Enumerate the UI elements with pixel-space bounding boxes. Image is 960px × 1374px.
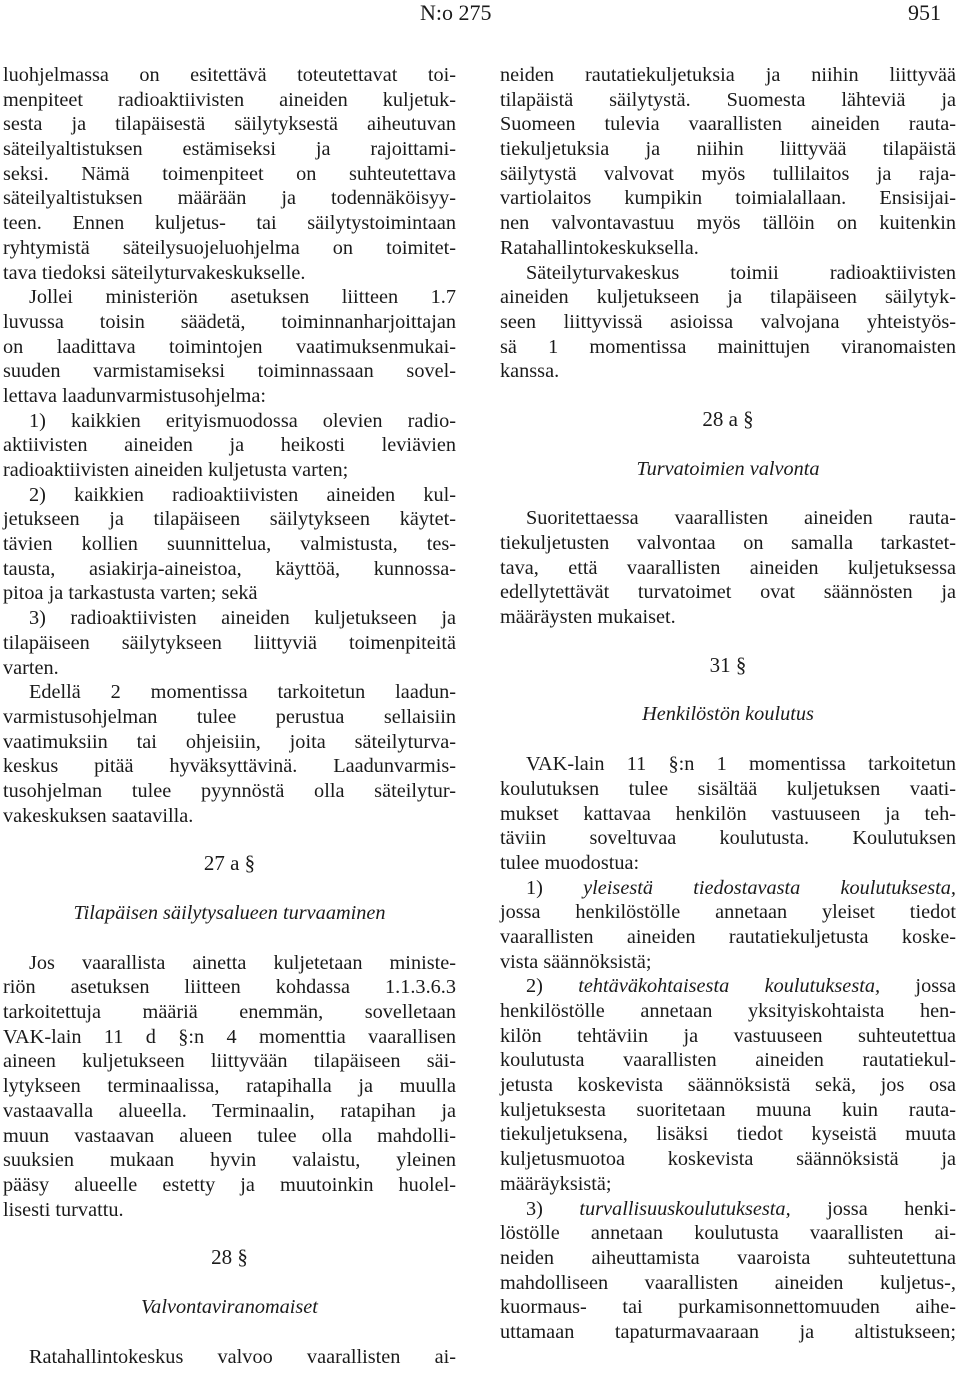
text-line: nen valvontavastuu myös tällöin on kuitenkin — [500, 212, 956, 235]
text-line: varten. — [3, 656, 59, 679]
text-line: tilapäiseen säilytykseen liittyviä toimenpiteitä — [3, 631, 456, 654]
text-line: on laadittava toimintojen vaatimuksenmukai- — [3, 335, 456, 358]
text-line: tiekuljetuksia ja niihin liittyvää tilapäistä — [500, 138, 956, 161]
text-line: seen liittyvissä asioissa valvojana yhteistyös- — [500, 310, 956, 333]
paragraph — [500, 752, 956, 875]
section-title: Tilapäisen säilytysalueen turvaaminen — [73, 902, 386, 924]
text-line: määräyksistä; — [500, 1172, 612, 1195]
text-line: keskus pitää hyväksyttävinä. Laadunvarmis- — [3, 755, 456, 778]
right-column — [500, 63, 956, 1345]
text-line: VAK-lain 11 d §:n 4 momenttia vaarallisen — [3, 1025, 456, 1048]
text-line: suuden varmistamiseksi toiminnassaan sovel- — [3, 360, 456, 383]
text-line: teen. Ennen kuljetus- tai säilytystoimintaan — [3, 212, 456, 235]
text-line: ryhtymistä säteilysuojeluohjelma on toimitet- — [3, 236, 456, 259]
text-line: Edellä 2 momentissa tarkoitetun laadun- — [29, 681, 456, 704]
text-line: henkilöstölle annetaan yksityiskohtaista hen- — [500, 1000, 956, 1022]
section-number: 28 § — [211, 1245, 248, 1270]
text-line: vista säännöksistä; — [500, 950, 652, 973]
text-line: Ratahallintokeskuksella. — [500, 236, 699, 259]
list-item — [500, 1197, 956, 1345]
text-line: tulee muodostua: — [500, 851, 640, 874]
list-item — [3, 606, 456, 680]
text-line: neiden rautatiekuljetuksia ja niihin liittyvää — [500, 64, 956, 86]
text-line: aineiden kuljetukseen ja tilapäiseen säilytyk- — [500, 286, 956, 309]
text-line: Jollei ministeriön asetuksen liitteen 1.7 — [29, 286, 456, 309]
text-line: aineen kuljetukseen liittyvään tilapäiseen säi- — [3, 1050, 456, 1073]
text-line: säteilyaltistuksen estämiseksi ja rajoittami- — [3, 138, 456, 161]
text-line: jossa henkilöstölle annetaan yleiset tiedot — [500, 901, 956, 924]
text-line: 2) kaikkien radioaktiivisten aineiden kul- — [29, 483, 456, 506]
section-title: Valvontaviranomaiset — [141, 1295, 318, 1318]
text-line: jetukseen ja tilapäiseen säilytykseen käytet- — [3, 508, 456, 531]
text-line: kilön tehtäviin ja vastuuseen suhteutettua — [500, 1024, 956, 1047]
text-line: tiekuljetusten valvontaa on samalla tarkastet- — [500, 532, 956, 554]
paragraph — [3, 1345, 456, 1370]
text-line: kuljetuksesta suoritetaan muuna kuin rauta- — [500, 1098, 956, 1121]
text-line: säteilyaltistuksen määrään ja todennäköisyy- — [3, 187, 456, 210]
text-line: pääsy alueelle estetty ja muutoinkin huolel- — [3, 1173, 456, 1196]
text-line: lisesti turvattu. — [3, 1198, 124, 1221]
section-number: 28 a § — [702, 406, 754, 431]
paragraph — [3, 285, 456, 408]
section-number: 27 a § — [203, 851, 256, 876]
text-line: löstölle annetaan koulutusta vaarallisten ai- — [500, 1222, 956, 1245]
text-line: tausta, asiakirja-aineistoa, käyttöä, kunnossa- — [3, 557, 456, 580]
text-line: luvussa toisin säädetä, toiminnanharjoittajan — [3, 310, 456, 333]
text-line: uttamaan tapaturmavaaraan ja altistukseen; — [500, 1320, 956, 1343]
paragraph — [500, 506, 956, 629]
text-line: tava tiedoksi säteilyturvakeskukselle. — [3, 261, 306, 284]
list-item — [500, 974, 956, 1196]
text-line: VAK-lain 11 §:n 1 momentissa tarkoitetun — [526, 753, 956, 776]
list-item — [3, 409, 456, 483]
text-line: täviin soveltuvaa koulutusta. Koulutuksen — [500, 827, 956, 850]
text-line: tävien kollien suunnittelua, valmistusta, tes- — [3, 533, 456, 556]
text-line: muun vastaavan alueen tulee olla mahdolli- — [3, 1124, 456, 1147]
text-line: säilytystä valvovat myös tullilaitos ja raja- — [500, 162, 956, 185]
text-line: tava, että vaarallisten aineiden kuljetuksessa — [500, 556, 956, 579]
text-line: 1) kaikkien erityismuodossa olevien radio- — [29, 409, 456, 432]
text-line: edellytettävät turvatoimet ovat säännösten ja — [500, 581, 956, 604]
section-title: Henkilöstön koulutus — [642, 703, 814, 726]
text-line: varmistusohjelman tulee perustua sellaisiin — [3, 705, 456, 728]
text-line: tusohjelman tulee pyynnöstä olla säteilytur- — [3, 779, 456, 802]
left-column — [3, 63, 456, 1369]
text-line: vaatimuksiin tai ohjeisiin, joita säteilyturva- — [3, 730, 456, 753]
text-line: tarkoitettuja määriä enemmän, sovelletaan — [3, 1001, 456, 1024]
list-item-first-line: 3) turvallisuuskoulutuksesta, jossa henki- — [526, 1197, 956, 1220]
text-line: aktiivisten aineiden ja heikosti leviävien — [3, 434, 456, 457]
list-item-first-line: 2) tehtäväkohtaisesta koulutuksesta, jossa — [526, 975, 956, 998]
section-title: Turvatoimien valvonta — [636, 457, 820, 480]
text-line: Säteilyturvakeskus toimii radioaktiivisten — [526, 261, 956, 284]
page-header — [0, 0, 960, 32]
statute-number: N:o 275 — [420, 0, 492, 25]
text-line: tiekuljetuksena, lisäksi tiedot kyseistä muuta — [500, 1123, 956, 1146]
list-item-first-line: 1) yleisestä tiedostavasta koulutuksesta, — [526, 876, 956, 899]
page-number: 951 — [908, 0, 941, 25]
text-line: tilapäistä säilytystä. Suomesta lähteviä ja — [500, 88, 956, 111]
paragraph — [3, 63, 456, 285]
text-line: mukset kattavaa henkilön vastuuseen ja teh- — [500, 802, 956, 825]
text-line: kuormaus- tai purkamisonnettomuuden aihe- — [500, 1296, 956, 1319]
text-line: neiden aiheuttamista vaaroista suhteutettuna — [500, 1246, 956, 1269]
text-line: kanssa. — [500, 360, 560, 383]
text-line: 3) radioaktiivisten aineiden kuljetukseen ja — [29, 607, 456, 630]
text-line: Jos vaarallista ainetta kuljetetaan ministe- — [29, 951, 456, 974]
text-line: radioaktiivisten aineiden kuljetusta varten; — [3, 459, 349, 481]
section-number: 31 § — [709, 652, 747, 677]
list-item — [500, 876, 956, 975]
paragraph — [3, 680, 456, 828]
text-line: koulutusta vaarallisten aineiden rautatiekul- — [500, 1049, 956, 1072]
text-line: Suoritettaessa vaarallisten aineiden rauta- — [526, 507, 956, 530]
paragraph — [500, 261, 956, 384]
text-line: vakeskuksen saatavilla. — [3, 804, 194, 827]
text-line: menpiteet radioaktiivisten aineiden kuljetuk- — [3, 88, 456, 111]
text-line: lytykseen terminaalissa, ratapihalla ja muulla — [3, 1075, 456, 1098]
list-item — [3, 483, 456, 606]
text-line: luohjelmassa on esitettävä toteutettavat toi- — [3, 64, 456, 86]
text-line: pitoa ja tarkastusta varten; sekä — [3, 582, 258, 605]
text-line: määräysten mukaiset. — [500, 606, 676, 629]
text-line: sä 1 momentissa mainittujen viranomaisten — [500, 335, 956, 358]
text-line: riön asetuksen liitteen kohdassa 1.1.3.6.3 — [3, 976, 456, 999]
text-line: mahdolliseen vaarallisten aineiden kuljetus-, — [500, 1271, 956, 1294]
text-line: vaarallisten aineiden rautatiekuljetusta koske- — [500, 925, 956, 948]
paragraph — [3, 951, 456, 1223]
text-line: vastaavalla alueella. Terminaalin, ratapihan ja — [3, 1099, 456, 1122]
text-line: suuksien mukaan hyvin valaistu, yleinen — [3, 1149, 456, 1172]
text-line: vartiolaitos kumpikin toimialallaan. Ensisijai- — [500, 187, 956, 210]
text-line: koulutuksen tulee sisältää kuljetuksen vaati- — [500, 777, 956, 800]
text-line: Ratahallintokeskus valvoo vaarallisten ai- — [29, 1345, 456, 1368]
text-line: kuljetusmuotoa koskevista säännöksistä ja — [500, 1148, 956, 1171]
text-line: lettava laadunvarmistusohjelma: — [3, 384, 267, 407]
text-line: seksi. Nämä toimenpiteet on suhteutettava — [3, 162, 456, 185]
text-line: Suomeen tulevia vaarallisten aineiden rauta- — [500, 113, 956, 136]
text-line: sesta ja tilapäisestä säilytyksestä aiheutuvan — [3, 113, 456, 136]
text-line: jetusta koskevista säännöksistä sekä, jos osa — [500, 1074, 956, 1097]
paragraph — [500, 63, 956, 261]
